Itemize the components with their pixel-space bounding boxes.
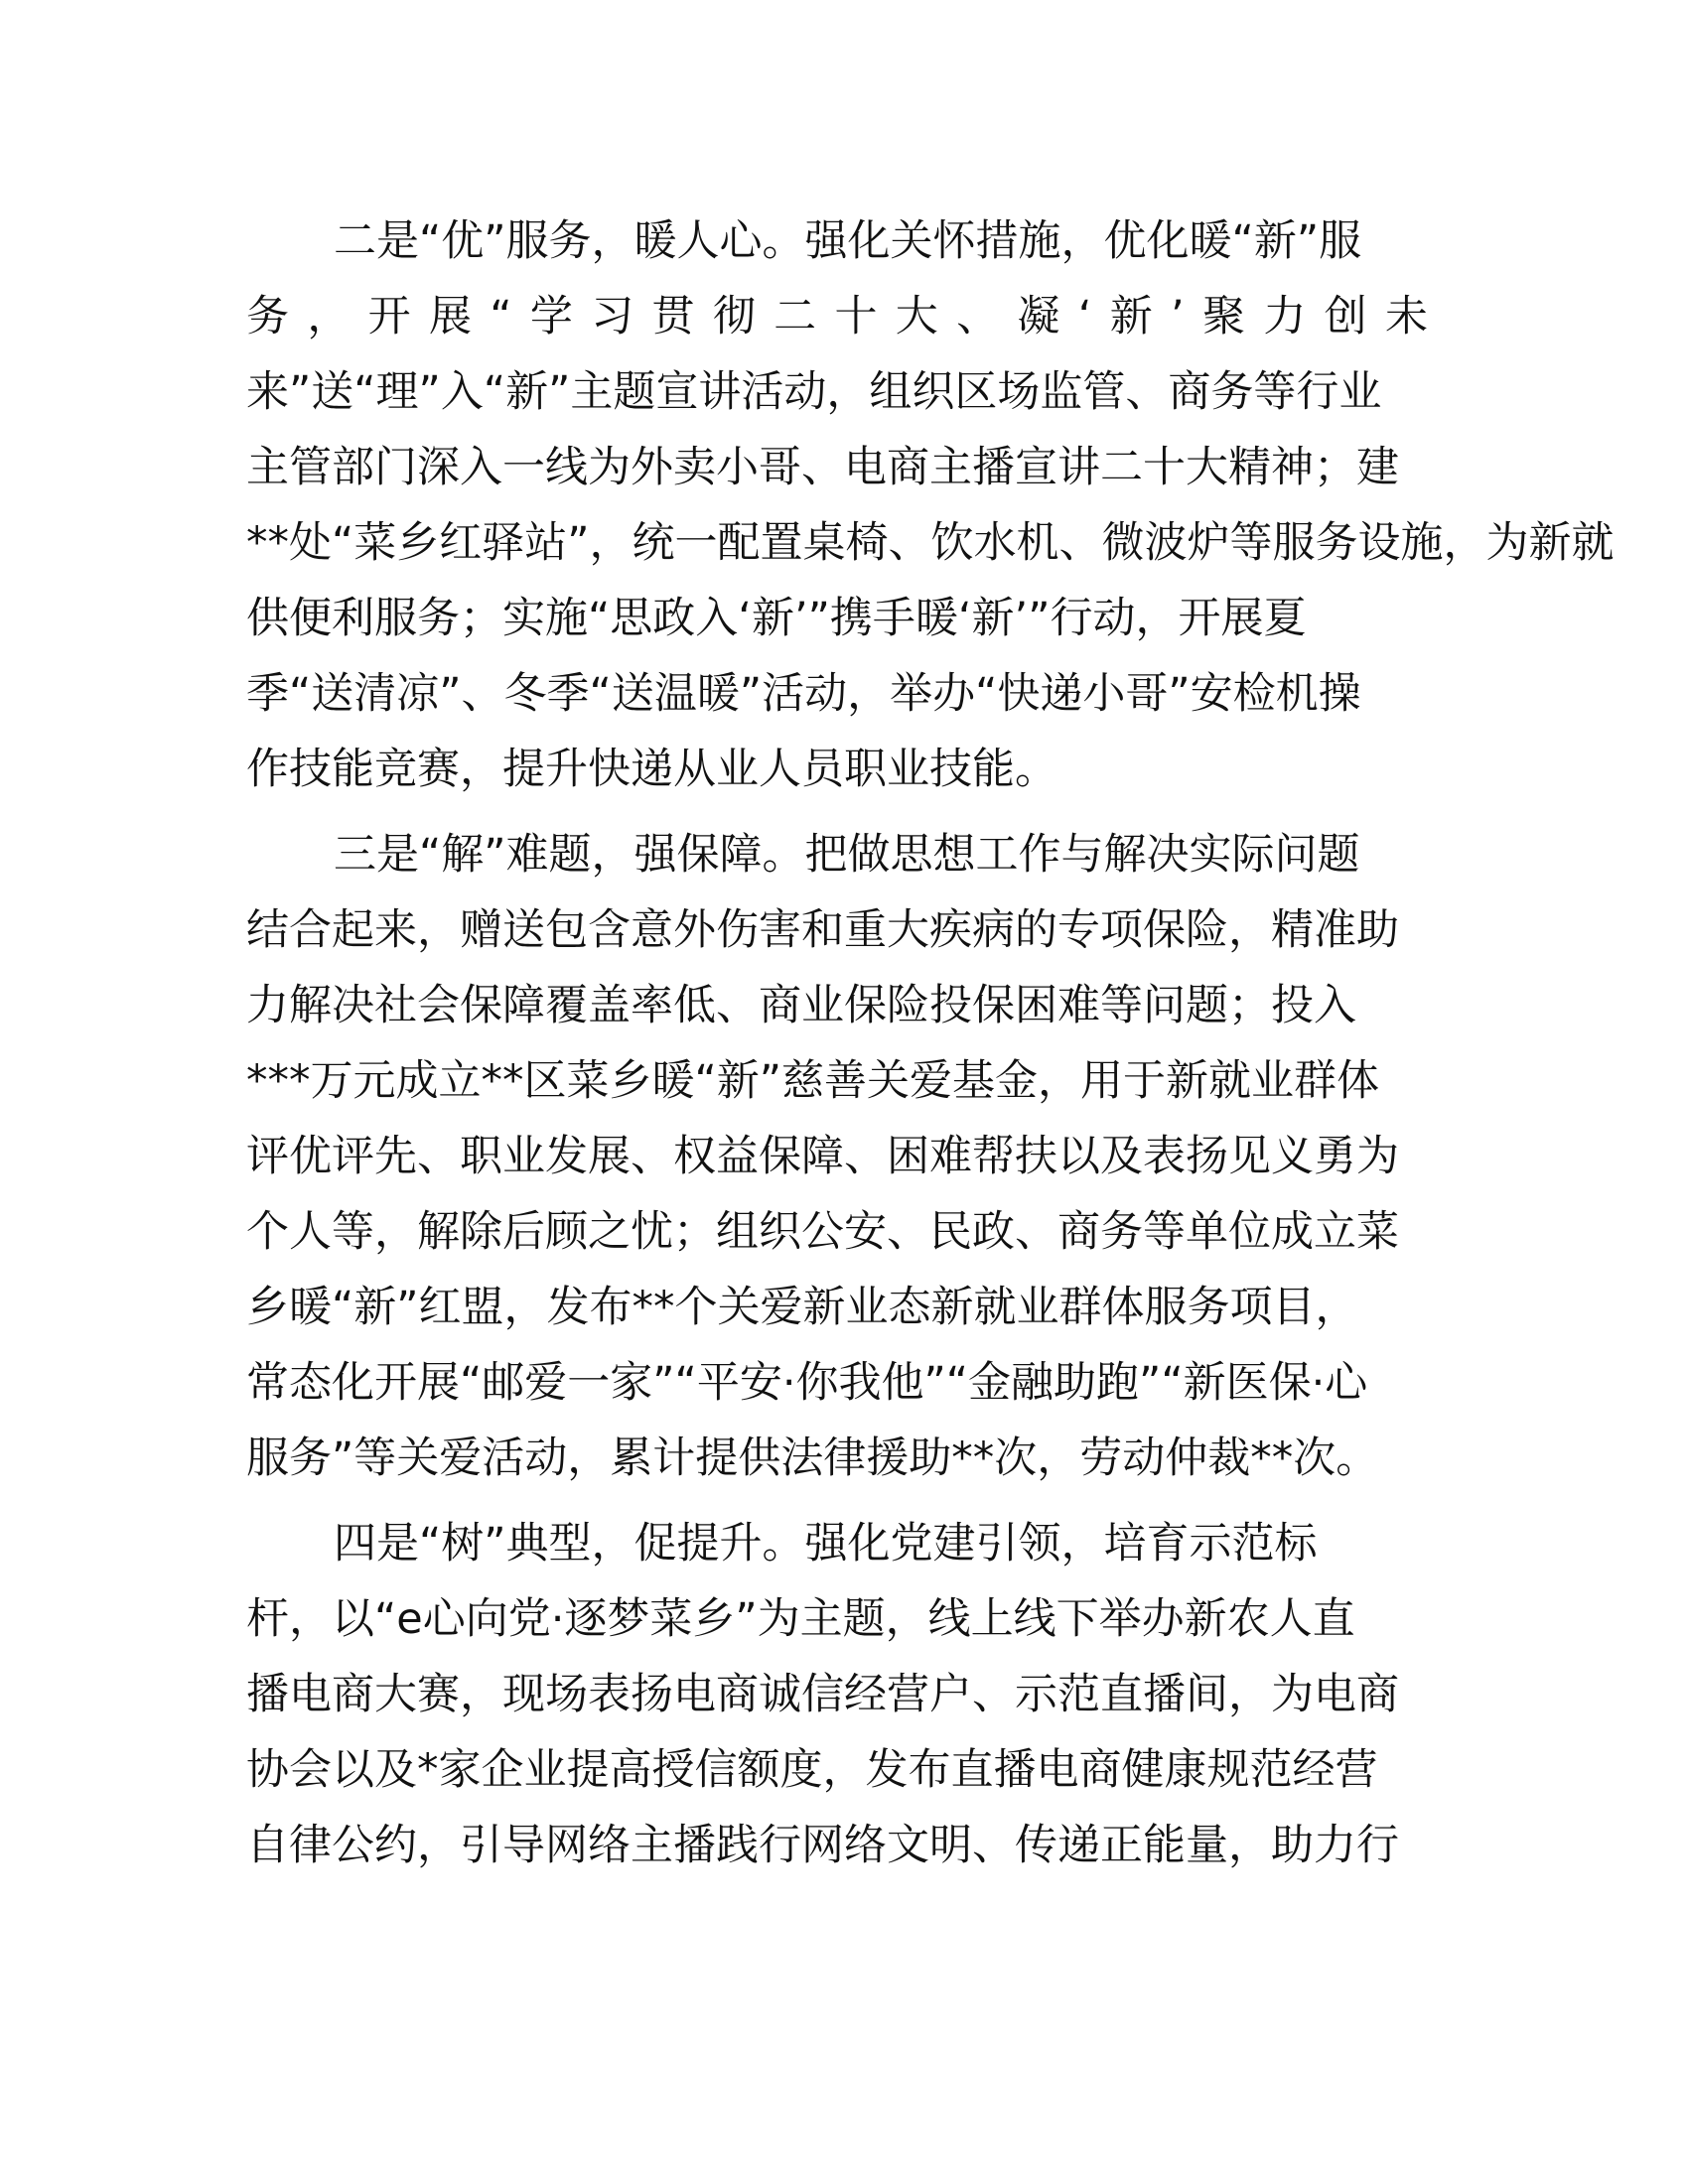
text-line: 来”送“理”入“新”主题宣讲活动，组织区场监管、商务等行业 [246, 367, 1382, 417]
text-line: 乡暖“新”红盟，发布**个关爱新业态新就业群体服务项目， [246, 1283, 1358, 1332]
text-line: 评优评先、职业发展、权益保障、困难帮扶以及表扬见义勇为 [246, 1132, 1399, 1181]
text-line: 结合起来，赠送包含意外伤害和重大疾病的专项保险，精准助 [246, 905, 1399, 955]
text-line: 三是“解”难题，强保障。把做思想工作与解决实际问题 [334, 830, 1360, 880]
text-line: 季“送清凉”、冬季“送温暖”活动，举办“快递小哥”安检机操 [246, 669, 1361, 719]
text-line: 个人等，解除后顾之忧；组织公安、民政、商务等单位成立菜 [246, 1207, 1399, 1257]
text-line: 主管部门深入一线为外卖小哥、电商主播宣讲二十大精神；建 [246, 443, 1399, 492]
text-line: 常态化开展“邮爱一家”“平安·你我他”“金融助跑”“新医保·心 [246, 1358, 1368, 1408]
paragraph-service [246, 204, 1615, 807]
text-line: 自律公约，引导网络主播践行网络文明、传递正能量，助力行 [246, 1821, 1399, 1870]
text-line: 协会以及*家企业提高授信额度，发布直播电商健康规范经营 [246, 1745, 1378, 1795]
text-line: 二是“优”服务，暖人心。强化关怀措施，优化暖“新”服 [334, 216, 1362, 266]
text-line: 服务”等关爱活动，累计提供法律援助**次，劳动仲裁**次。 [246, 1433, 1379, 1483]
paragraph-model [246, 1506, 1428, 1883]
text-line: 播电商大赛，现场表扬电商诚信经营户、示范直播间，为电商 [246, 1670, 1399, 1719]
text-line: 务，开展“学习贯彻二十大、凝‘新’聚力创未 [246, 292, 1428, 341]
text-line: 作技能竞赛，提升快递从业人员职业技能。 [246, 745, 1057, 794]
body-text [246, 204, 1615, 1893]
text-line: 供便利服务；实施“思政入‘新’”携手暖‘新’”行动，开展夏 [246, 594, 1307, 643]
text-line: 杆，以“e心向党·逐梦菜乡”为主题，线上线下举办新农人直 [246, 1594, 1355, 1644]
text-line: **处“菜乡红驿站”，统一配置桌椅、饮水机、微波炉等服务设施，为新就 [246, 518, 1615, 568]
text-line: ***万元成立**区菜乡暖“新”慈善关爱基金，用于新就业群体 [246, 1056, 1380, 1106]
text-line: 四是“树”典型，促提升。强化党建引领，培育示范标 [334, 1519, 1318, 1569]
paragraph-security [246, 817, 1428, 1496]
text-line: 力解决社会保障覆盖率低、商业保险投保困难等问题；投入 [246, 981, 1356, 1030]
